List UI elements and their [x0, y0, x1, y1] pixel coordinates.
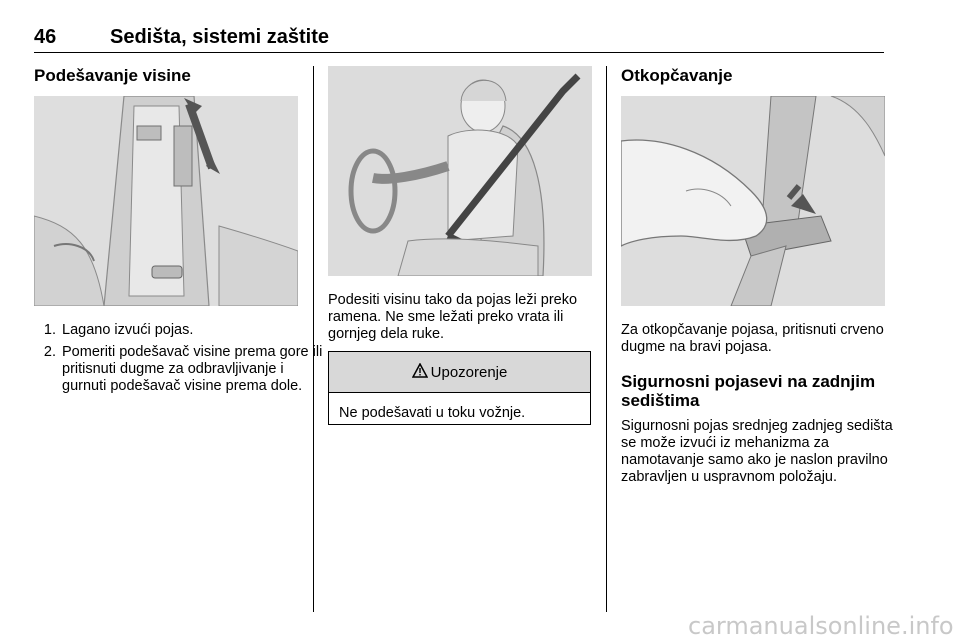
seatbelt-position-paragraph: Podesiti visinu tako da pojas leži preko ramena. Ne sme ležati preko vrata ili gornjeg dela ruke.: [328, 292, 578, 342]
section-heading-height-adjust: Podešavanje visine: [34, 66, 191, 85]
list-item: 2. Pomeriti podešavač visine prema gore ili pritisnuti dugme za odbravljivanje i gurnuti podešavač visine prema dole.: [60, 344, 330, 395]
warning-triangle-icon: [412, 363, 428, 382]
illustration-driver-seatbelt: [328, 66, 592, 276]
section-heading-rear-seatbelts: Sigurnosni pojasevi na zadnjim sedištima: [621, 372, 876, 410]
unbuckle-paragraph: Za otkopčavanje pojasa, pritisnuti crveno dugme na bravi pojasa.: [621, 322, 884, 355]
column-divider: [606, 66, 607, 612]
warning-box: [328, 351, 591, 425]
illustration-height-adjuster: [34, 96, 298, 306]
warning-title: Upozorenje: [430, 363, 508, 381]
chapter-title: Sedišta, sistemi zaštite: [110, 26, 329, 48]
instruction-list: [34, 322, 330, 400]
illustration-buckle-release: [621, 96, 885, 306]
section-heading-unbuckling: Otkopčavanje: [621, 66, 733, 85]
watermark: carmanualsonline.info: [688, 612, 954, 640]
warning-header: [329, 352, 590, 393]
page-header: [34, 24, 884, 53]
list-item: 1. Lagano izvući pojas.: [60, 322, 330, 339]
page-number: 46: [34, 26, 57, 48]
rear-seatbelt-paragraph: Sigurnosni pojas srednjeg zadnjeg sedišta se može izvući iz mehanizma za namotavanje samo ako je naslon pravilno zabravljen u uspravnom položaju.: [621, 418, 893, 485]
warning-text: Ne podešavati u toku vožnje.: [339, 405, 526, 421]
